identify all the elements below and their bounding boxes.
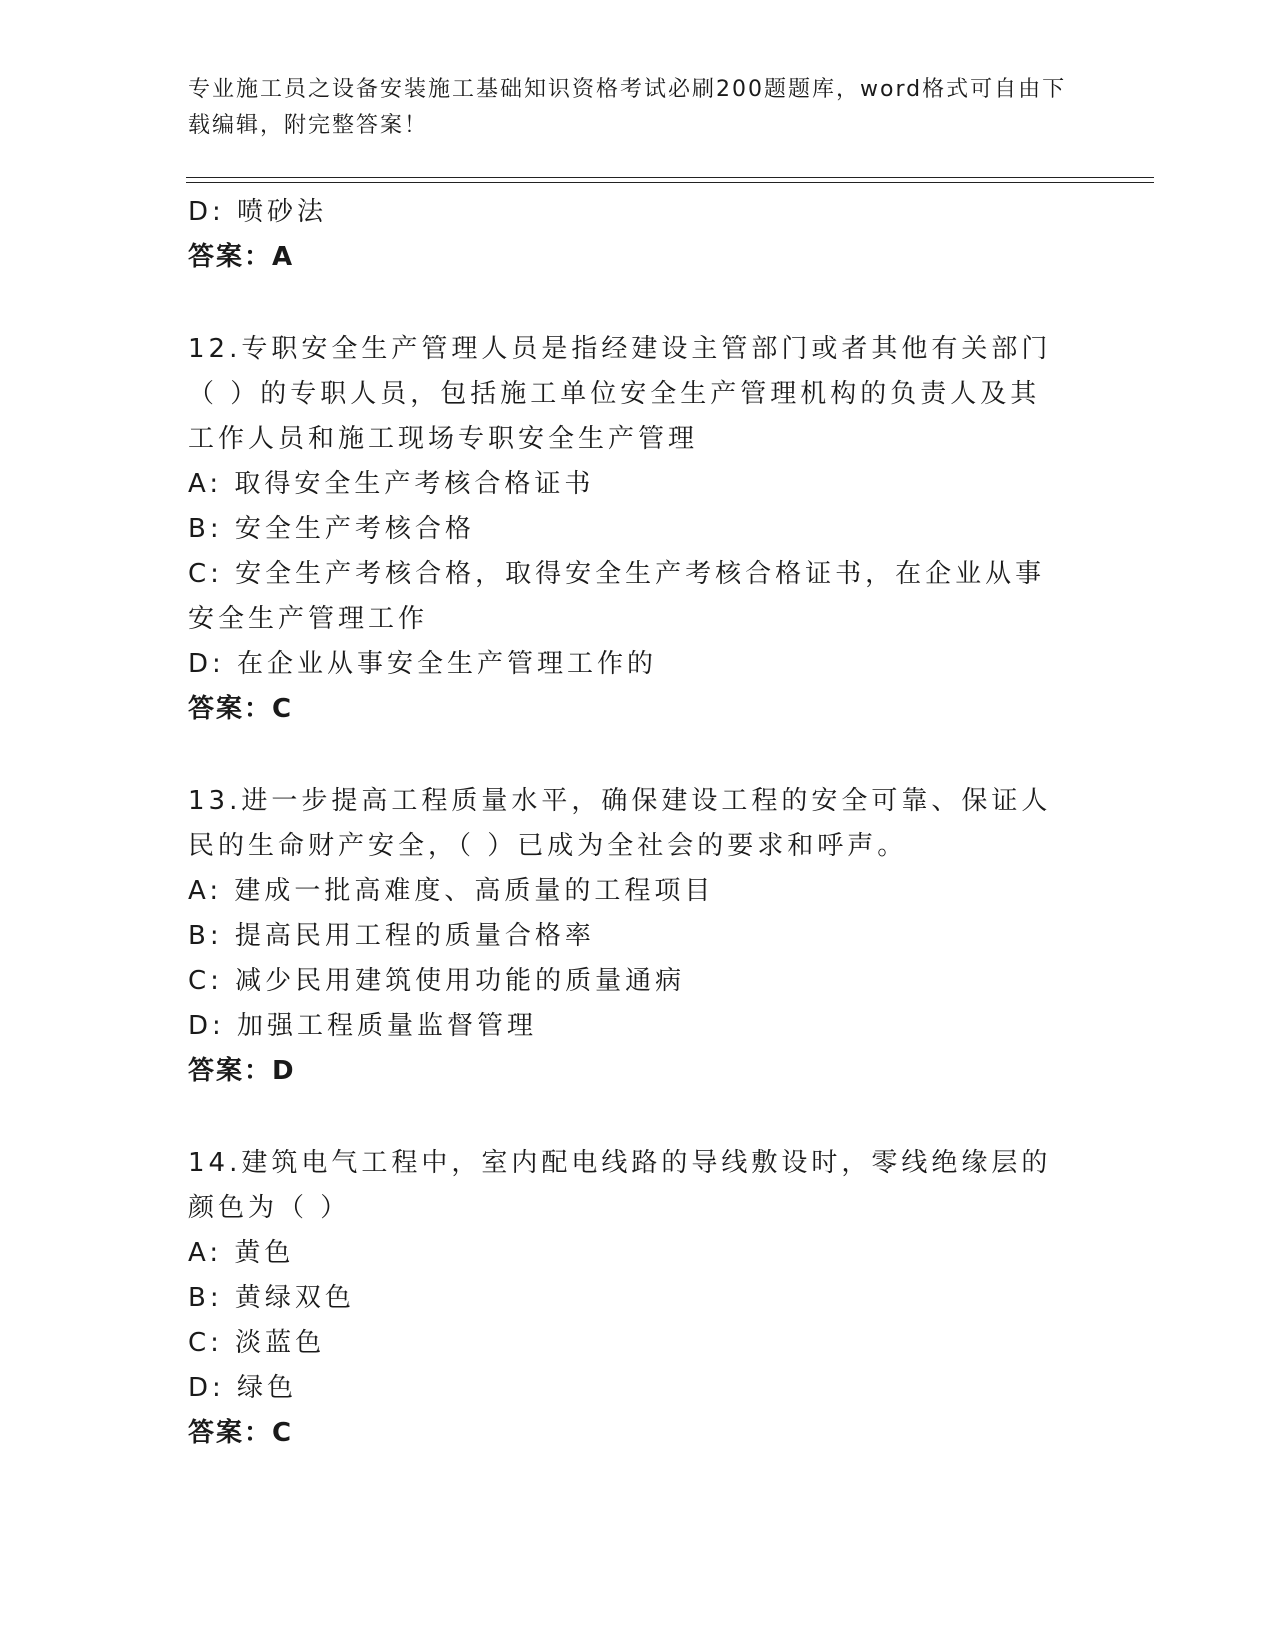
spacer [188, 280, 1068, 327]
option-b: B: 黄绿双色 [188, 1283, 355, 1313]
answer-line: 答案：C [188, 1418, 294, 1448]
option-b: B: 安全生产考核合格 [188, 514, 475, 544]
spacer [188, 1094, 1068, 1141]
option-c: C: 安全生产考核合格，取得安全生产考核合格证书，在企业从事安全生产管理工作 [188, 559, 1046, 634]
header-divider-top [186, 177, 1154, 178]
option-c: C: 减少民用建筑使用功能的质量通病 [188, 966, 686, 996]
document-title: 专业施工员之设备安装施工基础知识资格考试必刷200题题库，word格式可自由下载编辑，附完整答案！ [188, 77, 1067, 138]
question-text: 13.进一步提高工程质量水平，确保建设工程的安全可靠、保证人民的生命财产安全，（ ）已成为全社会的要求和呼声。 [188, 786, 1052, 861]
question-12 [188, 327, 1068, 732]
option-d: D: 在企业从事安全生产管理工作的 [188, 649, 658, 679]
header-divider-bottom [186, 182, 1154, 183]
question-text: 12.专职安全生产管理人员是指经建设主管部门或者其他有关部门（ ）的专职人员，包括施工单位安全生产管理机构的负责人及其工作人员和施工现场专职安全生产管理 [188, 334, 1052, 454]
question-list [188, 190, 1068, 1456]
question-14 [188, 1141, 1068, 1456]
option-d: D: 绿色 [188, 1373, 298, 1403]
option-b: B: 提高民用工程的质量合格率 [188, 921, 595, 951]
question-text: 14.建筑电气工程中，室内配电线路的导线敷设时，零线绝缘层的颜色为（ ） [188, 1148, 1052, 1223]
question-13 [188, 779, 1068, 1094]
option-c: C: 淡蓝色 [188, 1328, 326, 1358]
option-d: D: 加强工程质量监督管理 [188, 1011, 538, 1041]
option-a: A: 黄色 [188, 1238, 295, 1268]
carryover-question [188, 190, 1068, 280]
answer-line: 答案：A [188, 242, 295, 272]
answer-line: 答案：C [188, 694, 294, 724]
document-header [188, 72, 1088, 144]
option-d: D: 喷砂法 [188, 197, 328, 227]
option-a: A: 取得安全生产考核合格证书 [188, 469, 595, 499]
answer-line: 答案：D [188, 1056, 296, 1086]
option-a: A: 建成一批高难度、高质量的工程项目 [188, 876, 715, 906]
spacer [188, 732, 1068, 779]
